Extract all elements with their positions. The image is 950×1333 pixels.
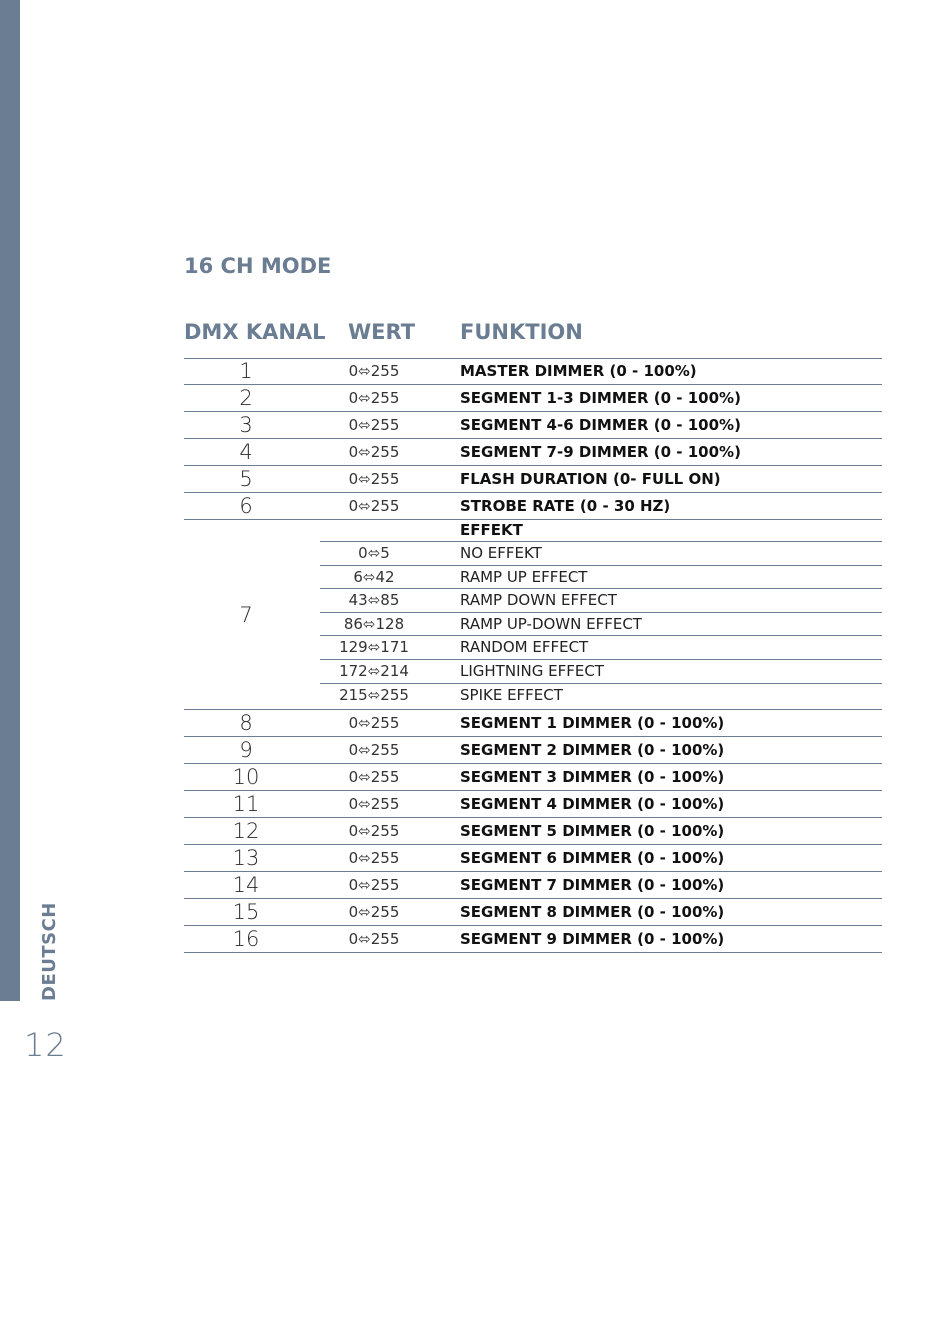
channel-number: 6 [239,494,253,518]
language-label: DEUTSCH [39,902,60,1001]
channel-number: 4 [239,440,253,464]
value-range: 6⬄42 [353,567,395,586]
value-range: 0⬄255 [348,930,400,948]
rows-group-after [184,710,882,953]
effect-subrow [320,542,882,566]
function-label: SEGMENT 7 DIMMER (0 - 100%) [460,876,725,894]
channel-number: 14 [232,873,260,897]
effect-label: NO EFFEKT [460,544,542,562]
dmx-channel-table [184,358,882,953]
value-range: 0⬄255 [348,362,400,380]
effect-subrow [320,684,882,707]
header-wert: WERT [348,320,416,344]
value-range: 0⬄255 [348,497,400,515]
function-label: FLASH DURATION (0- FULL ON) [460,470,721,488]
value-range: 0⬄255 [348,389,400,407]
effect-label: RANDOM EFFECT [460,638,589,657]
table-row [184,358,882,385]
effect-subrow [320,660,882,684]
channel-number: 7 [239,602,253,627]
effect-label: RAMP UP-DOWN EFFECT [460,614,642,633]
table-row-effect-group [184,520,882,710]
function-label: SEGMENT 4 DIMMER (0 - 100%) [460,795,725,813]
function-label: SEGMENT 5 DIMMER (0 - 100%) [460,822,725,840]
table-row [184,818,882,845]
value-range: 129⬄171 [339,638,409,657]
value-range: 0⬄255 [348,741,400,759]
effect-label: LIGHTNING EFFECT [460,661,604,680]
table-row [184,493,882,520]
effect-subheader [320,520,882,542]
header-dmx-kanal: DMX KANAL [184,320,326,344]
function-label: SEGMENT 4-6 DIMMER (0 - 100%) [460,416,741,434]
header-funktion: FUNKTION [460,320,583,344]
channel-number: 13 [232,846,260,870]
side-color-bar [0,0,20,1001]
table-row [184,764,882,791]
channel-number: 11 [232,792,260,816]
section-title: 16 CH MODE [184,254,332,278]
channel-number: 8 [239,711,253,735]
function-label: SEGMENT 7-9 DIMMER (0 - 100%) [460,443,741,461]
rows-group-before [184,358,882,520]
channel-number: 3 [239,413,253,437]
table-row [184,872,882,899]
function-label: SEGMENT 2 DIMMER (0 - 100%) [460,741,725,759]
effect-heading: EFFEKT [460,521,523,539]
channel-number: 1 [239,359,253,383]
channel-number: 12 [232,819,260,843]
value-range: 0⬄5 [358,544,390,562]
function-label: SEGMENT 8 DIMMER (0 - 100%) [460,903,725,921]
channel-number: 10 [232,765,260,789]
table-row [184,412,882,439]
effect-label: RAMP UP EFFECT [460,567,588,586]
function-label: SEGMENT 3 DIMMER (0 - 100%) [460,768,725,786]
table-row [184,899,882,926]
value-range: 0⬄255 [348,470,400,488]
function-label: SEGMENT 1 DIMMER (0 - 100%) [460,714,725,732]
table-row [184,737,882,764]
table-row [184,710,882,737]
channel-number: 5 [239,467,253,491]
function-label: MASTER DIMMER (0 - 100%) [460,362,697,380]
function-label: SEGMENT 9 DIMMER (0 - 100%) [460,930,725,948]
value-range: 215⬄255 [339,685,409,704]
value-range: 86⬄128 [343,614,405,633]
effect-subrow [320,589,882,613]
table-header [184,318,882,359]
value-range: 0⬄255 [348,768,400,786]
effect-subrows [320,542,882,706]
effect-label: SPIKE EFFECT [460,685,563,704]
function-label: SEGMENT 1-3 DIMMER (0 - 100%) [460,389,741,407]
value-range: 172⬄214 [339,661,409,680]
effect-subrow [320,636,882,660]
table-row [184,845,882,872]
effect-label: RAMP DOWN EFFECT [460,591,617,610]
table-row [184,926,882,953]
value-range: 0⬄255 [348,822,400,840]
table-row [184,385,882,412]
page-number: 12 [24,1026,67,1064]
effect-subrow [320,613,882,637]
table-row [184,439,882,466]
value-range: 0⬄255 [348,795,400,813]
value-range: 0⬄255 [348,714,400,732]
value-range: 0⬄255 [348,416,400,434]
channel-number: 9 [239,738,253,762]
value-range: 0⬄255 [348,849,400,867]
channel-number: 15 [232,900,260,924]
table-row [184,791,882,818]
function-label: STROBE RATE (0 - 30 HZ) [460,497,671,515]
effect-subrow [320,566,882,590]
table-row [184,466,882,493]
value-range: 0⬄255 [348,903,400,921]
value-range: 0⬄255 [348,876,400,894]
value-range: 0⬄255 [348,443,400,461]
channel-number: 2 [239,386,253,410]
function-label: SEGMENT 6 DIMMER (0 - 100%) [460,849,725,867]
value-range: 43⬄85 [348,591,400,610]
channel-number: 16 [232,927,260,951]
